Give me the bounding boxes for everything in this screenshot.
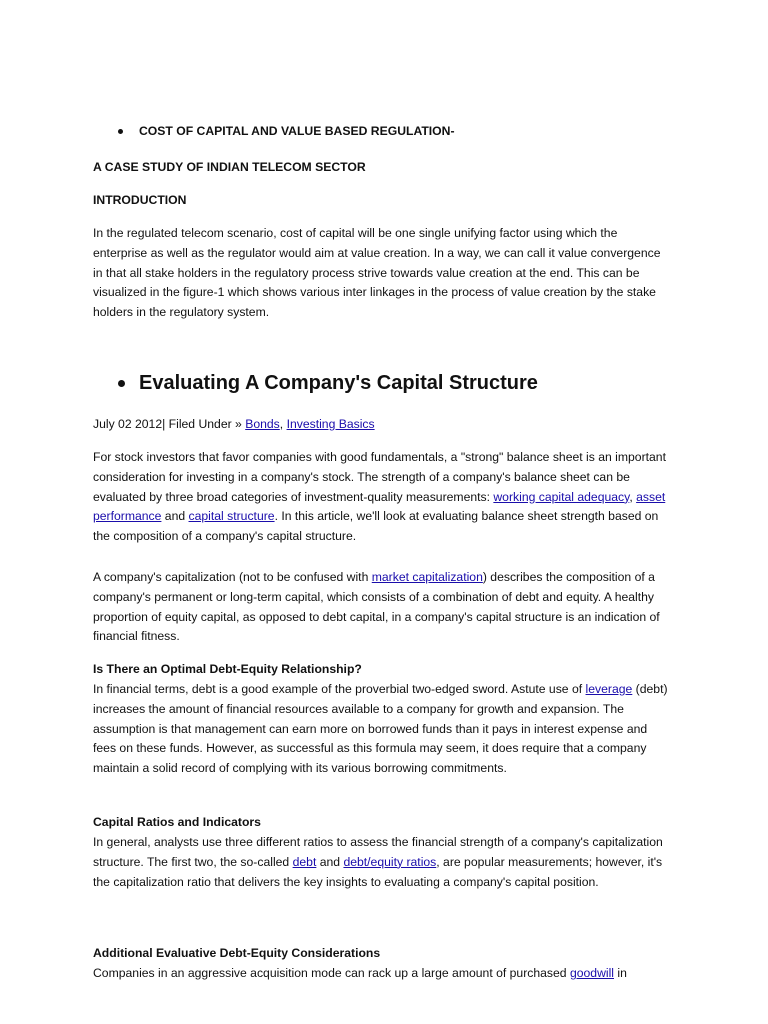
link-capital-structure[interactable]: capital structure — [188, 509, 275, 524]
paragraph-capitalization — [93, 568, 673, 647]
filed-separator: , — [279, 417, 287, 431]
introduction-paragraph: In the regulated telecom scenario, cost of capital will be one single unifying factor using which the enterprise as well as the regulator would aim at value creation. In a way, we can call it value convergence in that all stake holders in the regulatory process strive towards value creation at the end. This can be visualized in the figure-1 which shows various inter linkages in the process of value creation by the stake holders in the regulatory system. — [93, 226, 661, 320]
paragraph-ratios — [93, 833, 673, 892]
text-span: In financial terms, debt is a good example of the proverbial two-edged sword. Astute use of — [93, 682, 586, 696]
text-span: . In this article, we'll look at evaluating balance sheet strength based on the composition of a company's capital structure. — [93, 509, 659, 544]
text-span: , are popular measurements; however, it's the capitalization ratio that delivers the key insights to evaluating a company's capital position. — [93, 854, 663, 889]
link-working-capital-adequacy[interactable]: working capital adequacy — [493, 489, 630, 504]
bullet-dot-icon — [118, 129, 123, 134]
text-span: ) describes the composition of a company's permanent or long-term capital, which consists of a combination of debt and equity. A healthy proportion of equity capital, as opposed to debt capital, in a company's capital structure is an indication of financial fitness. — [93, 570, 660, 644]
link-market-capitalization[interactable]: market capitalization — [371, 570, 483, 584]
link-leverage[interactable]: leverage — [585, 682, 633, 696]
filed-under-line — [93, 415, 673, 435]
text-span: A company's capitalization (not to be confused with — [93, 570, 372, 584]
paragraph-balance-sheet — [93, 448, 673, 547]
heading-optimal-debt-equity: Is There an Optimal Debt-Equity Relationship? — [93, 662, 362, 676]
link-debt[interactable]: debt — [292, 854, 317, 869]
text-span: and — [161, 509, 189, 524]
bullet-heading-capital-structure — [118, 372, 538, 395]
filed-prefix: July 02 2012| Filed Under » — [93, 417, 246, 431]
text-span: in — [614, 966, 627, 980]
text-span: In general, analysts use three different ratios to assess the financial strength of a company's capitalization structure. The first two, the so-called — [93, 835, 663, 869]
link-bonds[interactable]: Bonds — [245, 417, 280, 431]
text-span: and — [316, 854, 344, 869]
paragraph-goodwill — [93, 964, 673, 984]
bullet-text: COST OF CAPITAL AND VALUE BASED REGULATION- — [139, 124, 455, 138]
text-span: Companies in an aggressive acquisition mode can rack up a large amount of purchased — [93, 966, 570, 980]
heading-capital-ratios: Capital Ratios and Indicators — [93, 815, 261, 829]
paragraph-leverage — [93, 680, 673, 779]
link-investing-basics[interactable]: Investing Basics — [286, 417, 375, 431]
text-span: For stock investors that favor companies with good fundamentals, a "strong" balance sheet is an important consideration for investing in a company's stock. The strength of a company's balance sheet can be evaluated by three broad categories of investment-quality measurements: — [93, 450, 666, 504]
link-debt-equity-ratios[interactable]: debt/equity ratios — [343, 854, 437, 869]
link-goodwill[interactable]: goodwill — [569, 966, 614, 980]
bullet-heading-cost-of-capital — [118, 124, 455, 138]
text-span: , — [629, 489, 637, 504]
article-title: Evaluating A Company's Capital Structure — [139, 372, 538, 394]
heading-additional-considerations: Additional Evaluative Debt-Equity Considerations — [93, 946, 381, 960]
bullet-dot-icon — [118, 380, 125, 387]
case-study-title: A CASE STUDY OF INDIAN TELECOM SECTOR — [93, 160, 366, 174]
introduction-heading: INTRODUCTION — [93, 193, 187, 207]
link-asset-performance[interactable]: asset performance — [93, 489, 666, 524]
text-span: (debt) increases the amount of financial resources available to a company for growth and expansion. The assumption is that management can earn more on borrowed funds than it pays in interest expense and fees on these funds. However, as successful as this formula may seem, it does require that a company maintain a solid record of complying with its various borrowing commitments. — [93, 682, 668, 776]
